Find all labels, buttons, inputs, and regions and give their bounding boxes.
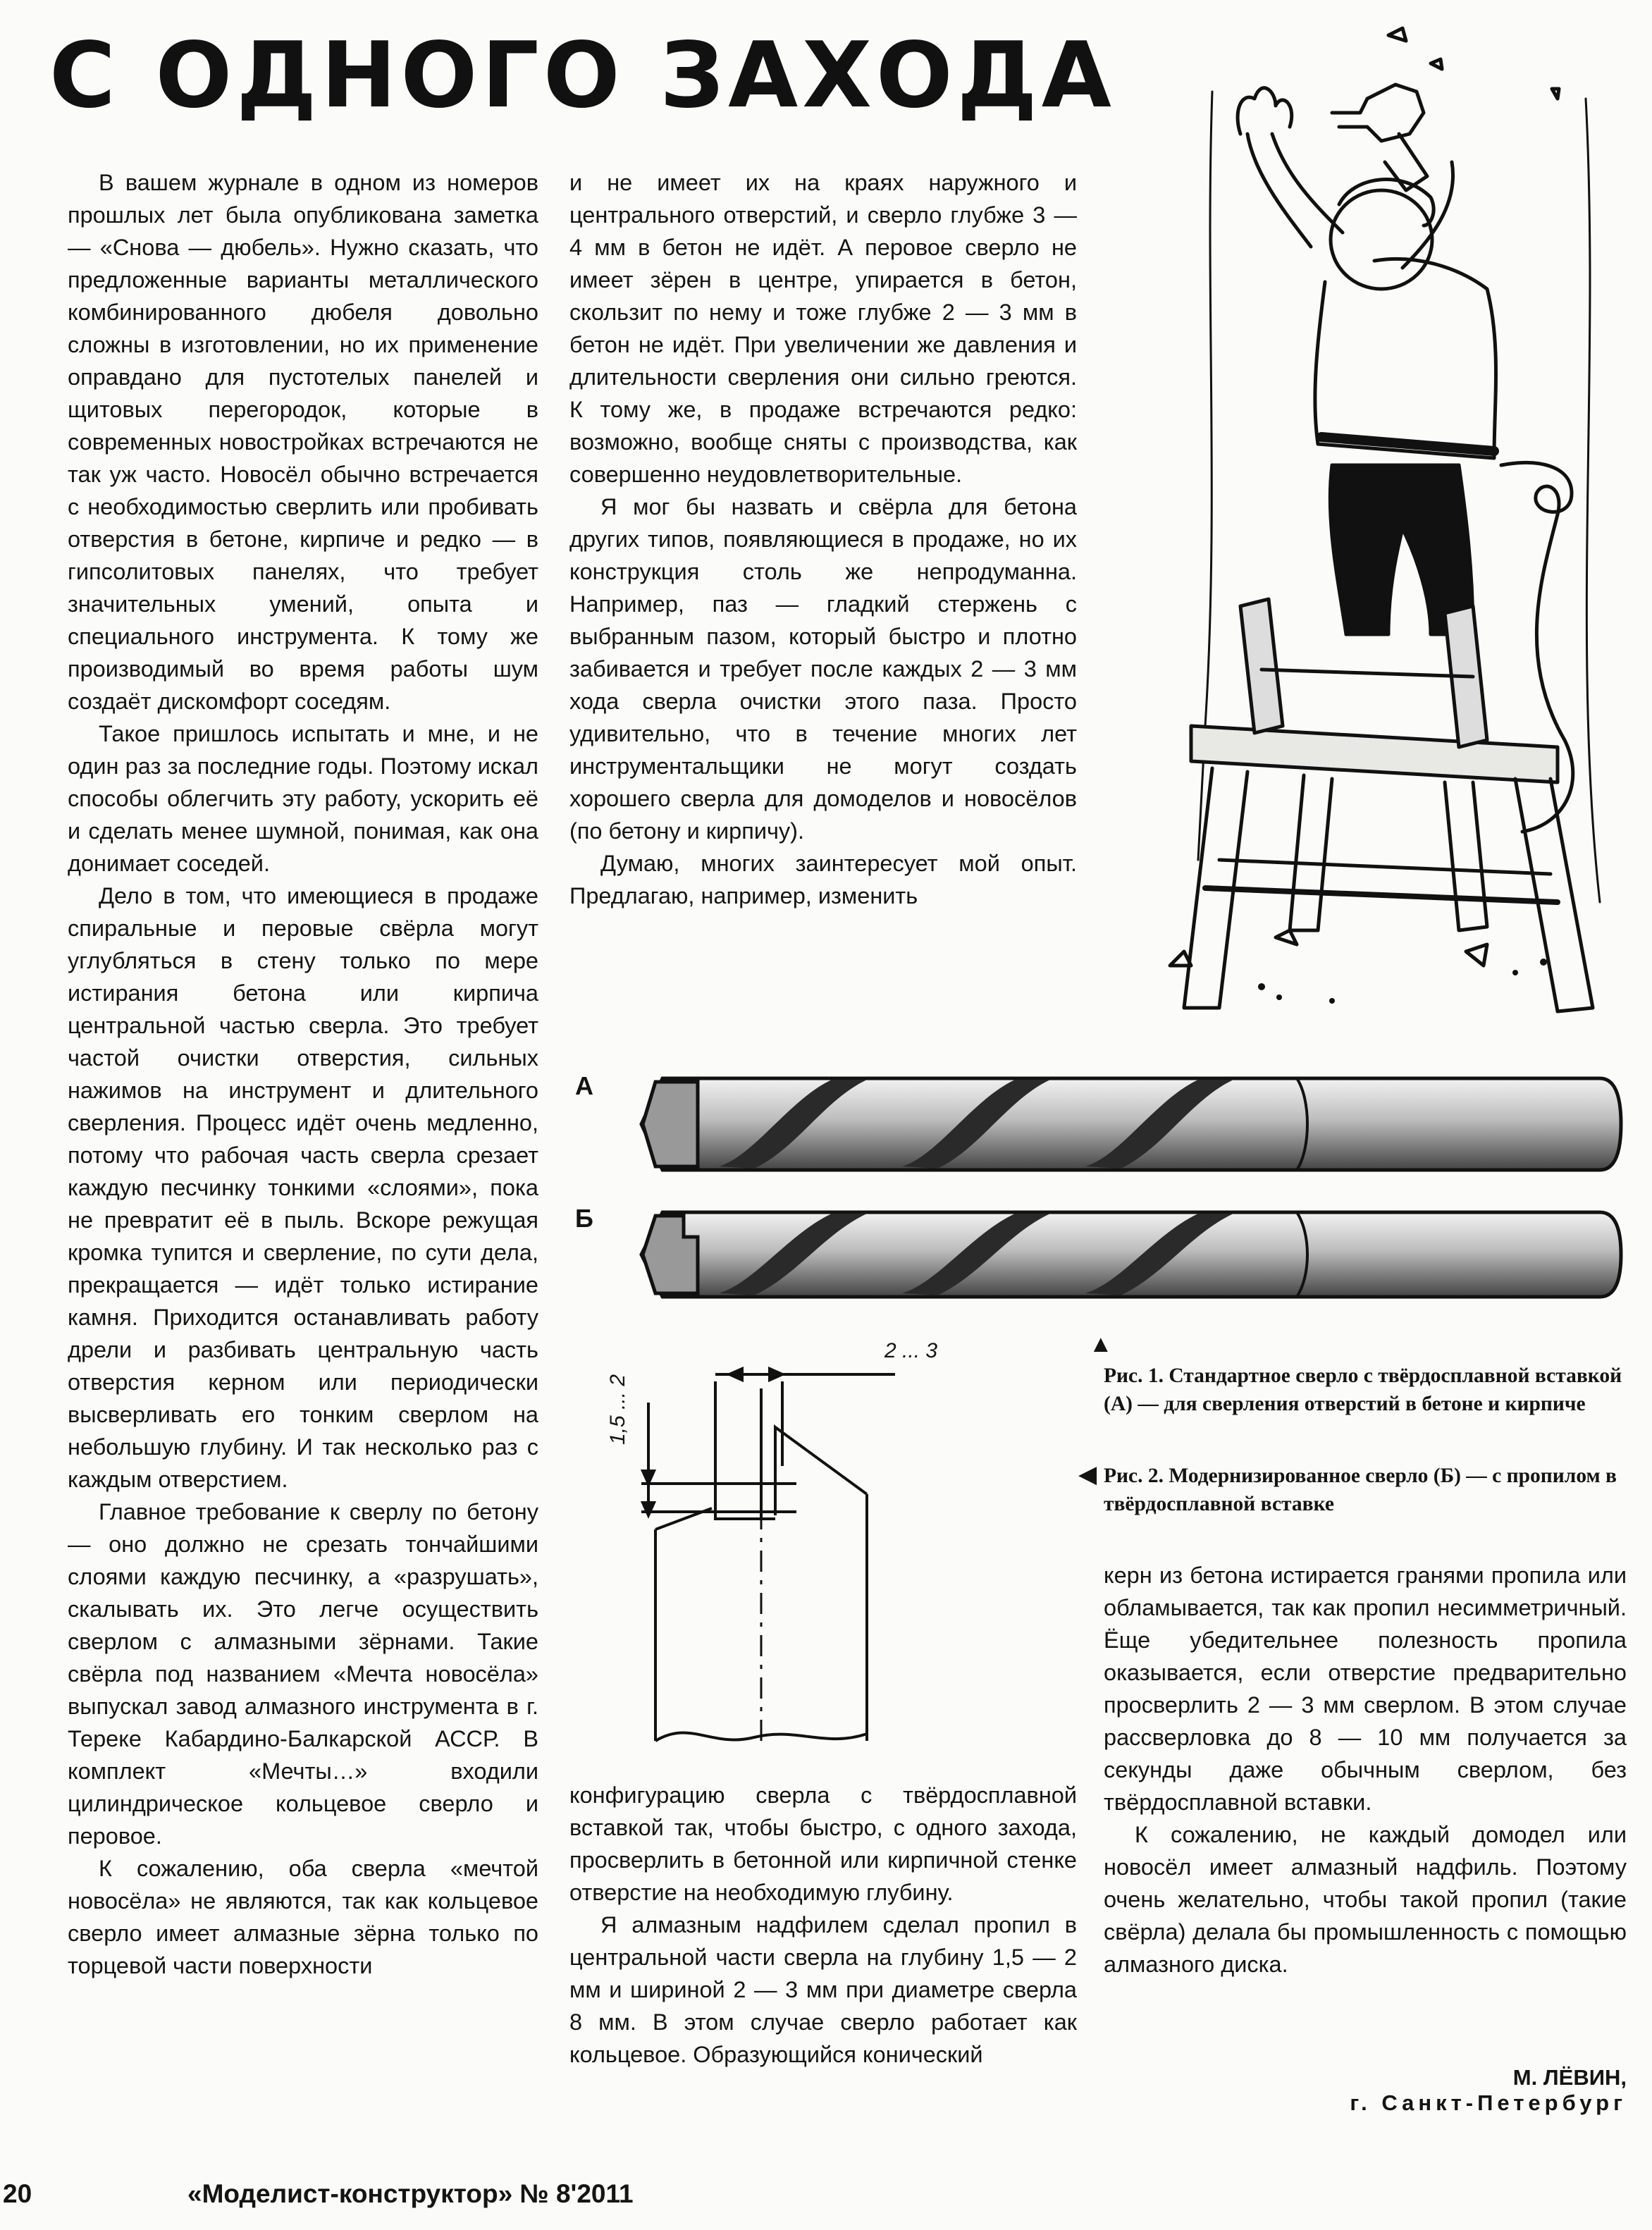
magazine-issue: «Моделист-конструктор» № 8'2011 <box>187 2179 634 2208</box>
illustration-drilling <box>1121 14 1628 1057</box>
figure-label-b: Б <box>575 1204 593 1233</box>
paragraph: и не имеет их на краях наружного и центрального отверстий, и сверло глубже 3 — 4 мм в бетон не идёт. А перовое сверло не имеет зёрен в центре, упирается в бетон, скользит по нему и тоже глубже 2 — 3 мм в бетон не идёт. При увеличении же давления и длительности сверления они сильно греются. К тому же, в продаже встречаются редко: возможно, вообще сняты с производства, как совершенно неудовлетворительные. <box>569 170 1077 487</box>
figure-1-caption <box>1104 1362 1627 1418</box>
caption-text: Рис. 1. Стандартное сверло с твёрдосплавной вставкой (А) — для сверления отверстий в бетоне и кирпиче <box>1104 1365 1622 1415</box>
paragraph: Думаю, многих заинтересует мой опыт. Предлагаю, например, изменить <box>569 851 1077 908</box>
caption-up-arrow-icon: ▲ <box>1089 1331 1113 1357</box>
text-column-2-lower <box>569 1779 1077 2071</box>
paragraph: К сожалению, оба сверла «мечтой новосёла» не являются, так как кольцевое сверло имеет алмазные зёрна только по торцевой части поверхности <box>68 1856 538 1978</box>
paragraph: Дело в том, что имеющиеся в продаже спиральные и перовые свёрла могут углубляться в стену только по мере истирания бетона или кирпича центральной частью сверла. Это требует частой очистки отверстия, сильных нажимов на инструмент и длительного сверления. Процесс идёт очень медленно, потому что рабочая часть сверла срезает каждую песчинку тонкими «слоями», пока не превратит её в пыль. Вскоре режущая кромка тупится и сверление, по сути дела, прекращается — идёт только истирание камня. Приходится останавливать работу дрели и разбивать центральную часть отверстия керном или периодически высверливать его тонким сверлом на небольшую глубину. И так несколько раз с каждым отверстием. <box>68 883 538 1492</box>
author-city: г. Санкт-Петербург <box>1350 2090 1627 2115</box>
text-column-2 <box>569 166 1077 912</box>
drill-bit-b <box>634 1205 1628 1304</box>
paragraph: В вашем журнале в одном из номеров прошлых лет была опубликована заметка — «Снова — дюбель». Нужно сказать, что предложенные варианты металлического комбинированного дюбеля довольно сложны в изготовлении, но их применение оправдано для пустотелых панелей и щитовых перегородок, которые в современных новостройках встречаются не так уж часто. Новосёл обычно встречается с необходимостью сверлить или пробивать отверстия в бетоне, кирпиче и редко — в гипсолитовых панелях, что требует значительных умений, опыта и специального инструмента. К тому же производимый во время работы шум создаёт дискомфорт соседям. <box>68 170 538 714</box>
author-signature <box>1350 2065 1627 2116</box>
article-title: С ОДНОГО ЗАХОДА <box>49 23 1116 128</box>
paragraph: К сожалению, не каждый домодел или новосёл имеет алмазный надфиль. Поэтому очень желательно, чтобы такой пропил (такие свёрла) делала бы промышленность с помощью алмазного диска. <box>1104 1822 1627 1977</box>
author-name: М. ЛЁВИН, <box>1512 2065 1627 2090</box>
paragraph: Главное требование к сверлу по бетону — оно должно не срезать тончайшими слоями каждую песчинку, а «разрушать», скалывать их. Это легче осуществить сверлом с алмазными зёрнами. Такие свёрла под названием «Мечта новосёла» выпускал завод алмазного инструмента в г. Тереке Кабардино-Балкарской АССР. В комплект «Мечты…» входили цилиндрическое кольцевое сверло и перовое. <box>68 1499 538 1849</box>
caption-left-arrow-icon: ◀ <box>1078 1461 1097 1488</box>
text-column-3 <box>1104 1559 1627 1980</box>
paragraph: Такое пришлось испытать и мне, и не один раз за последние годы. Поэтому искал способы облегчить эту работу, ускорить её и сделать менее шумной, понимая, как она донимает соседей. <box>68 721 538 876</box>
dimension-width-label: 2 ... 3 <box>884 1339 938 1362</box>
figure-2-caption <box>1104 1462 1627 1518</box>
paragraph: Я мог бы назвать и свёрла для бетона других типов, появляющиеся в продаже, но их конструкция столь же непродуманна. Например, паз — гладкий стержень с выбранным пазом, который быстро и плотно забивается и требует после каждых 2 — 3 мм хода сверла очистки этого паза. Просто удивительно, что в течение многих лет инструментальщики не могут создать хорошего сверла для домоделов и новосёлов (по бетону и кирпичу). <box>569 494 1077 844</box>
text-column-1 <box>68 166 538 1982</box>
caption-text: Рис. 2. Модернизированное сверло (Б) — с пропилом в твёрдосплавной вставке <box>1104 1465 1617 1515</box>
slot-diagram <box>613 1325 1036 1762</box>
paragraph: Я алмазным надфилем сделал пропил в центральной части сверла на глубину 1,5 — 2 мм и шириной 2 — 3 мм при диаметре сверла 8 мм. В этом случае сверло работает как кольцевое. Образующийся конический <box>569 1912 1077 2067</box>
dimension-depth-label: 1,5 ... 2 <box>606 1374 629 1445</box>
page-number: 20 <box>3 2179 32 2208</box>
paragraph: керн из бетона истирается гранями пропила или обламывается, так как пропил несимметричный. Ёще убедительнее полезность пропила оказывается, если отверстие предварительно просверлить 2 — 3 мм сверлом. В этом случае рассверловка до 8 — 10 мм получается за секунды даже обычным сверлом, без твёрдосплавной вставки. <box>1104 1563 1627 1815</box>
paragraph: конфигурацию сверла с твёрдосплавной вставкой так, чтобы быстро, с одного захода, просверлить в бетонной или кирпичной стенке отверстие на необходимую глубину. <box>569 1782 1077 1905</box>
figure-label-a: А <box>575 1071 593 1100</box>
drill-bit-a <box>634 1071 1628 1177</box>
